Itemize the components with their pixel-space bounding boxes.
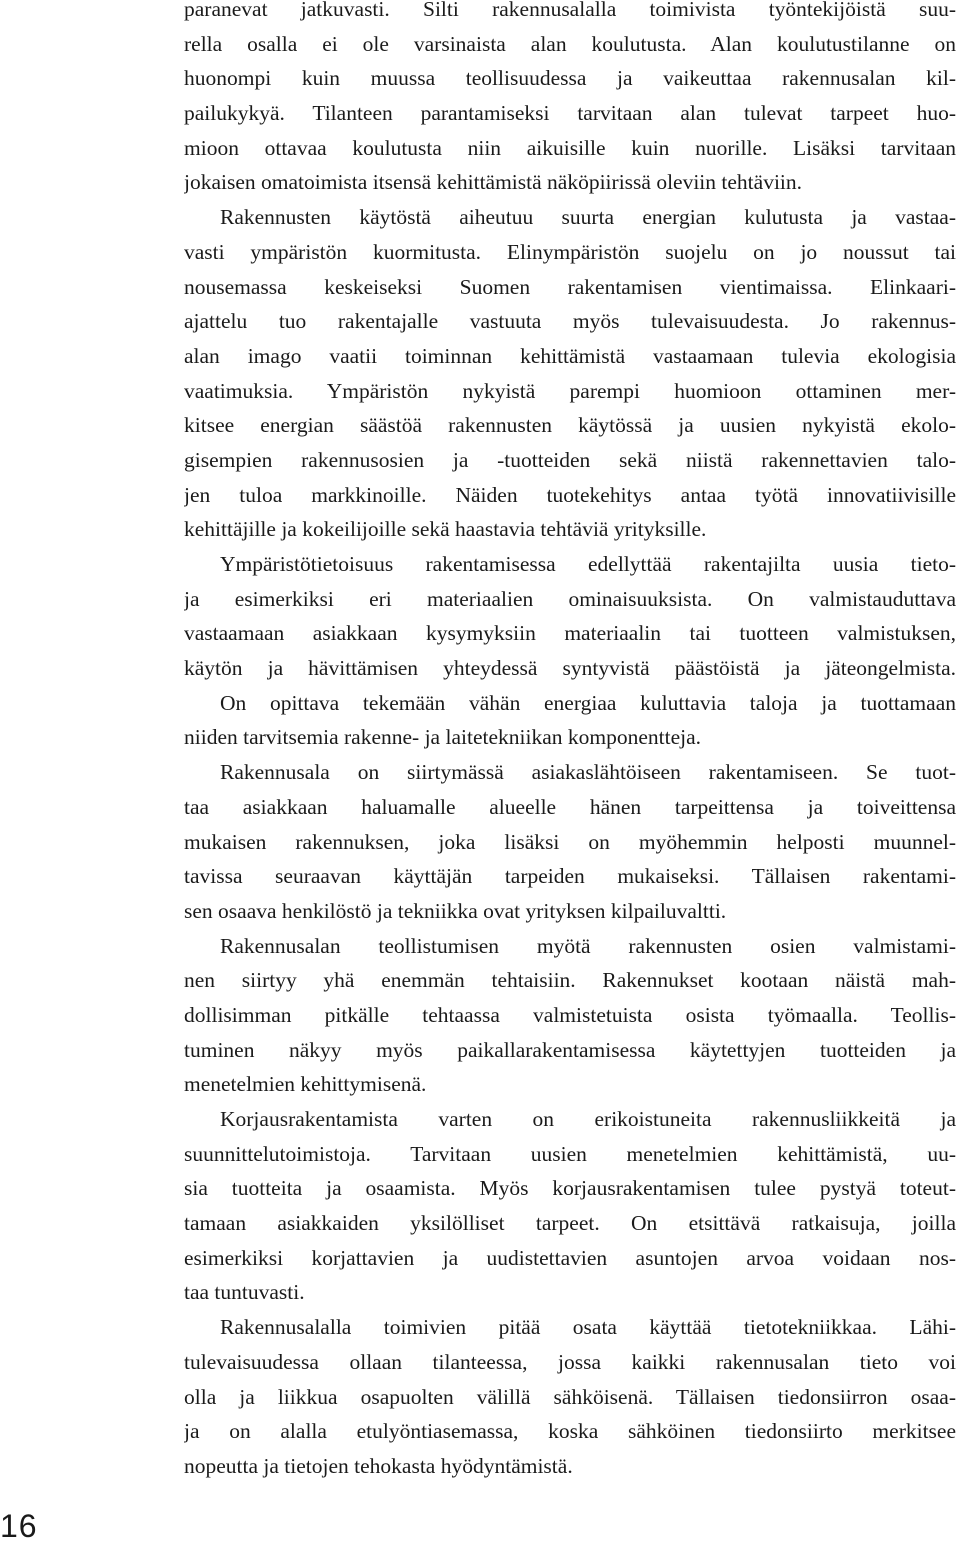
text-line: kehittäjille ja kokeilijoille sekä haastavia tehtäviä yrityksille. [184, 517, 707, 542]
text-line: pailukykyä. Tilanteen parantamiseksi tarvitaan alan tulevat tarpeet huo- [184, 101, 956, 126]
text-line: paranevat jatkuvasti. Silti rakennusalalla toimivista työntekijöistä suu- [184, 0, 956, 21]
text-line: Rakennusalan teollistumisen myötä rakennusten osien valmistami- [220, 933, 956, 958]
text-line: huonompi kuin muussa teollisuudessa ja vaikeuttaa rakennusalan kil- [184, 66, 956, 91]
text-line: olla ja liikkua osapuolten välillä sähköisenä. Tällaisen tiedonsiirron osaa- [184, 1384, 956, 1409]
text-line: käytön ja hävittämisen yhteydessä syntyvistä päästöistä ja jäteongelmista. [184, 656, 956, 681]
text-line: Rakennusten käytöstä aiheutuu suurta energian kulutusta ja vastaa- [220, 205, 956, 230]
text-line: Rakennusalalla toimivien pitää osata käyttää tietotekniikkaa. Lähi- [220, 1315, 956, 1340]
text-line: vastaamaan asiakkaan kysymyksiin materiaalin tai tuotteen valmistuksen, [184, 621, 956, 646]
text-line: kitsee energian säästöä rakennusten käytössä ja uusien nykyistä ekolo- [184, 413, 956, 438]
text-line: ajattelu tuo rakentajalle vastuuta myös tulevaisuudesta. Jo rakennus- [184, 309, 956, 334]
text-line: esimerkiksi korjattavien ja uudistettavien asuntojen arvoa voidaan nos- [184, 1245, 956, 1270]
text-line: niiden tarvitsemia rakenne- ja laitetekniikan komponentteja. [184, 725, 702, 750]
text-line: alan imago vaatii toiminnan kehittämistä vastaamaan tulevia ekologisia [184, 343, 956, 368]
text-line: tavissa seuraavan käyttäjän tarpeiden mukaiseksi. Tällaisen rakentami- [184, 864, 956, 889]
text-line: ja on alalla etulyöntiasemassa, koska sähköinen tiedonsiirto merkitsee [184, 1419, 956, 1444]
text-line: jen tuloa markkinoille. Näiden tuotekehitys antaa työtä innovatiivisille [184, 482, 956, 507]
text-line: nopeutta ja tietojen tehokasta hyödyntämistä. [184, 1453, 573, 1478]
text-line: nousemassa keskeiseksi Suomen rakentamisen vientimaissa. Elinkaari- [184, 274, 956, 299]
text-line: vasti ympäristön kuormitusta. Elinympäristön suojelu on jo noussut tai [184, 239, 956, 264]
text-line: On opittava tekemään vähän energiaa kuluttavia taloja ja tuottamaan [220, 690, 956, 715]
text-line: tulevaisuudessa ollaan tilanteessa, jossa kaikki rakennusalan tieto voi [184, 1349, 956, 1374]
text-line: gisempien rakennusosien ja -tuotteiden sekä niistä rakennettavien talo- [184, 447, 956, 472]
text-line: vaatimuksia. Ympäristön nykyistä parempi huomioon ottaminen mer- [184, 378, 956, 403]
text-line: nen siirtyy yhä enemmän tehtaisiin. Rakennukset kootaan näistä mah- [184, 968, 956, 993]
body-text [184, 0, 956, 1484]
text-line: Ympäristötietoisuus rakentamisessa edellyttää rakentajilta uusia tieto- [220, 552, 956, 576]
text-line: rella osalla ei ole varsinaista alan koulutusta. Alan koulutustilanne on [184, 31, 956, 56]
text-line: dollisimman pitkälle tehtaassa valmistetuista osista työmaalla. Teollis- [184, 1002, 956, 1027]
text-line: tuminen näkyy myös paikallarakentamisessa käytettyjen tuotteiden ja [184, 1037, 956, 1062]
text-line: Korjausrakentamista varten on erikoistuneita rakennusliikkeitä ja [220, 1107, 956, 1131]
text-line: sia tuotteita ja osaamista. Myös korjausrakentamisen tulee pystyä toteut- [184, 1176, 956, 1201]
text-line: mioon ottavaa koulutusta niin aikuisille kuin nuorille. Lisäksi tarvitaan [184, 135, 956, 160]
page-number: 16 [0, 1508, 38, 1544]
text-line: suunnittelutoimistoja. Tarvitaan uusien menetelmien kehittämistä, uu- [184, 1141, 956, 1166]
text-line: jokaisen omatoimista itsensä kehittämistä näköpiirissä oleviin tehtäviin. [184, 170, 803, 195]
text-line: ja esimerkiksi eri materiaalien ominaisuuksista. On valmistauduttava [184, 586, 956, 611]
text-line: tamaan asiakkaiden yksilölliset tarpeet. On etsittävä ratkaisuja, joilla [184, 1211, 956, 1236]
text-line: mukaisen rakennuksen, joka lisäksi on myöhemmin helposti muunnel- [184, 829, 956, 854]
text-line: Rakennusala on siirtymässä asiakaslähtöiseen rakentamiseen. Se tuot- [220, 760, 956, 785]
text-line: taa tuntuvasti. [184, 1280, 305, 1305]
text-line: sen osaava henkilöstö ja tekniikka ovat yrityksen kilpailuvaltti. [184, 898, 727, 923]
text-line: menetelmien kehittymisenä. [184, 1072, 427, 1097]
text-line: taa asiakkaan haluamalle alueelle hänen tarpeittensa ja toiveittensa [184, 794, 956, 819]
